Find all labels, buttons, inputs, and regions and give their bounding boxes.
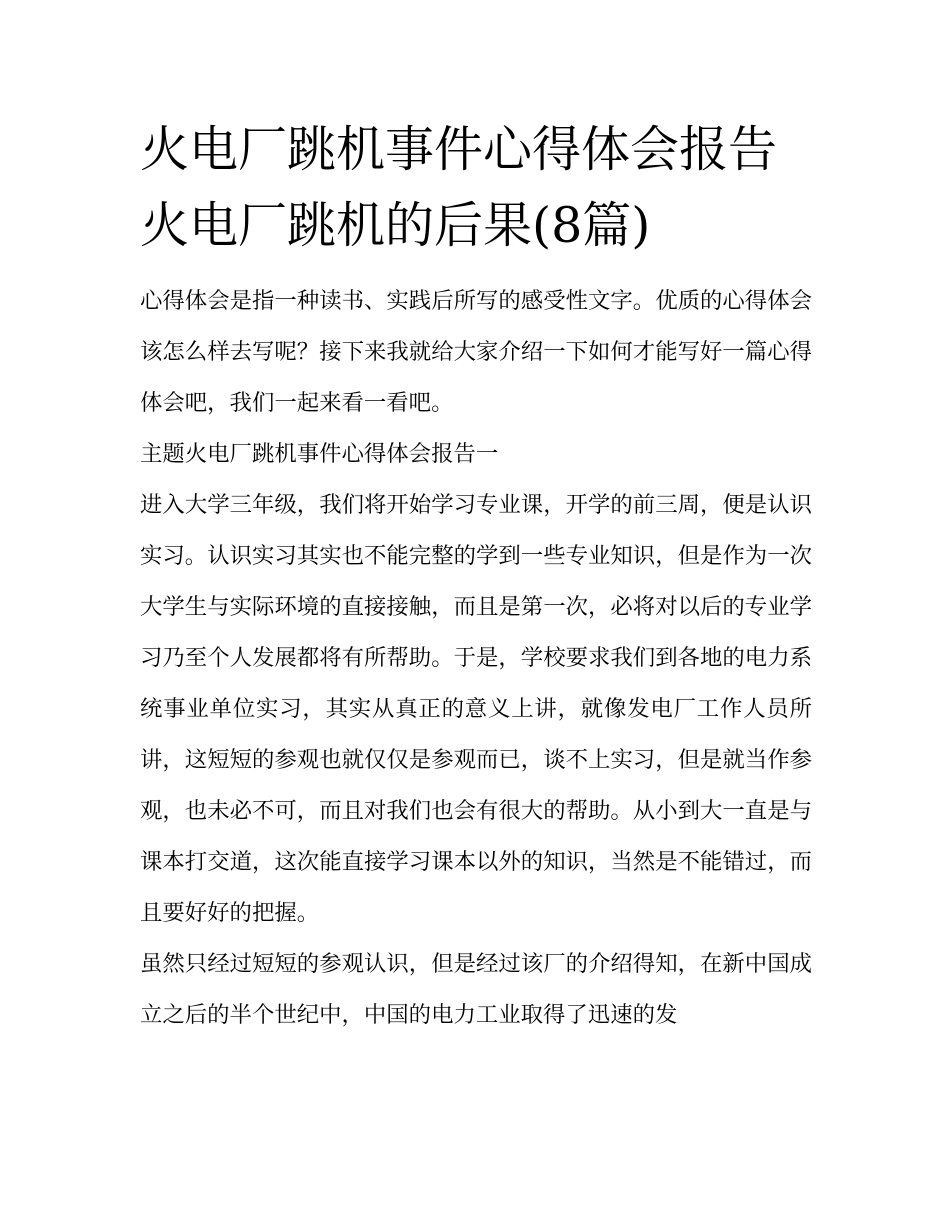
body-paragraph: 虽然只经过短短的参观认识，但是经过该厂的介绍得知，在新中国成立之后的半个世纪中，中国的电力工业取得了迅速的发 xyxy=(140,951,812,1028)
section-heading: 主题火电厂跳机事件心得体会报告一 xyxy=(140,441,499,467)
body-paragraph: 进入大学三年级，我们将开始学习专业课，开学的前三周，便是认识实习。认识实习其实也不能完整的学到一些专业知识，但是作为一次大学生与实际环境的直接接触，而且是第一次，必将对以后的专业学习乃至个人发展都将有所帮助。于是，学校要求我们到各地的电力系统事业单位实习，其实从真正的意义上讲，就像发电厂工作人员所讲，这短短的参观也就仅仅是参观而已，谈不上实习，但是就当作参观，也未必不可，而且对我们也会有很大的帮助。从小到大一直是与课本打交道，这次能直接学习课本以外的知识，当然是不能错过，而且要好好的把握。 xyxy=(140,492,812,926)
intro-paragraph: 心得体会是指一种读书、实践后所写的感受性文字。优质的心得体会该怎么样去写呢？接下来我就给大家介绍一下如何才能写好一篇心得体会吧，我们一起来看一看吧。 xyxy=(140,288,812,416)
document-title xyxy=(140,112,830,264)
title-line-1: 火电厂跳机事件心得体会报告 xyxy=(140,121,778,178)
title-line-2: 火电厂跳机的后果(8篇) xyxy=(140,197,651,254)
document-body xyxy=(140,276,812,1041)
